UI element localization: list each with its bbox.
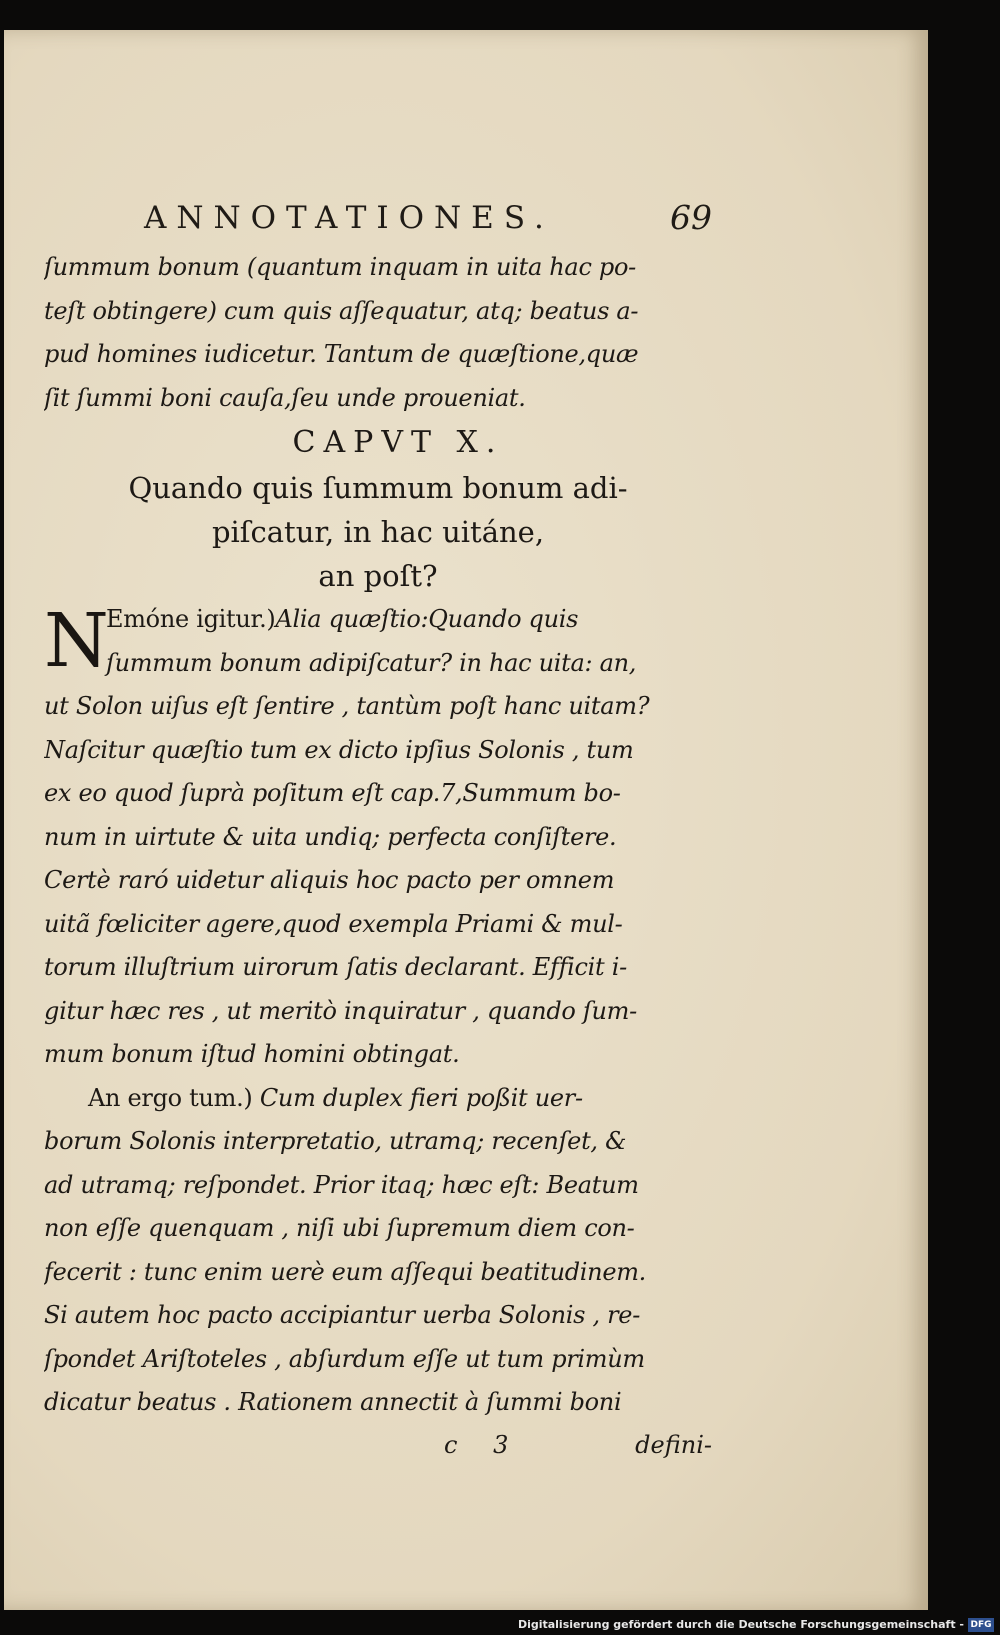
digitization-credit: Digitalisierung gefördert durch die Deutsche Forschungsgemeinschaft - [517,1618,964,1631]
signature-line [44,1425,712,1469]
text-line: ſummum bonum adipiſcatur? in hac uita: an, [106,648,637,677]
text-line: torum illuſtrium uirorum ſatis declarant. Efficit i- [44,953,627,981]
text-line: dicatur beatus . Rationem annectit à ſummi boni [44,1388,622,1416]
text-line: borum Solonis interpretatio, utramq; recenſet, & [44,1127,627,1155]
text-line: ſummum bonum (quantum inquam in uita hac po- [44,253,636,281]
text-line: pud homines iudicetur. Tantum de quæſtione,quæ [44,340,639,368]
text-line: gitur hæc res , ut meritò inquiratur , quando ſum- [44,996,637,1025]
commentary-text: Cum duplex fieri poßit uer- [259,1083,583,1112]
text-line: fecerit : tunc enim uerè eum aſſequi beatitudinem. [44,1257,647,1286]
text-line: Naſcitur quæſtio tum ex dicto ipſius Solonis , tum [44,735,634,764]
heading-line: piſcatur, in hac uitáne, [211,515,545,549]
section-paragraph-1 [44,598,712,1077]
chapter-heading [44,466,712,598]
catchword: defini- [635,1430,712,1459]
text-line: Certè raró uidetur aliquis hoc pacto per omnem [44,866,615,894]
text-line: ad utramq; reſpondet. Prior itaq; hæc eſt: Beatum [44,1170,639,1199]
text-line: Si autem hoc pacto accipiantur uerba Solonis , re- [44,1301,641,1329]
book-page [4,30,928,1610]
dfg-logo-badge: DFG [968,1618,994,1632]
text-line: mum bonum iſtud homini obtingat. [44,1040,460,1068]
signature-mark: c 3 [444,1430,523,1459]
text-block [44,198,712,1469]
running-title: ANNOTATIONES. [144,200,554,236]
text-line [44,1077,712,1121]
text-line: uitã fœliciter agere,quod exempla Priami & mul- [44,909,623,938]
drop-cap: N [44,598,109,684]
text-line: ſpondet Ariſtoteles , abſurdum eſſe ut tum primùm [44,1344,645,1373]
lemma: Emóne igitur.) [106,605,276,633]
text-line: ut Solon uiſus eſt ſentire , tantùm poſt hanc uitam? [44,692,650,720]
text-line: non eſſe quenquam , niſi ubi ſupremum diem con- [44,1214,635,1242]
text-line [44,598,712,642]
opening-paragraph [44,246,712,420]
commentary-text: Alia quæſtio:Quando quis [275,605,579,633]
heading-line: an poſt? [318,559,438,593]
chapter-number: CAPVT X. [292,425,504,460]
page-number: 69 [670,198,712,237]
text-line: ex eo quod ſuprà poſitum eſt cap.7,Summum bo- [44,779,621,807]
running-header [44,198,712,246]
text-line: teſt obtingere) cum quis aſſequatur, atq; beatus a- [44,296,639,325]
heading-line: Quando quis ſummum bonum adi- [128,471,628,505]
section-paragraph-2 [44,1077,712,1425]
lemma: An ergo tum.) [88,1083,253,1112]
text-line: ſit ſummi boni cauſa,ſeu unde proueniat. [44,383,526,412]
text-line: num in uirtute & uita undiq; perfecta conſiſtere. [44,822,617,851]
